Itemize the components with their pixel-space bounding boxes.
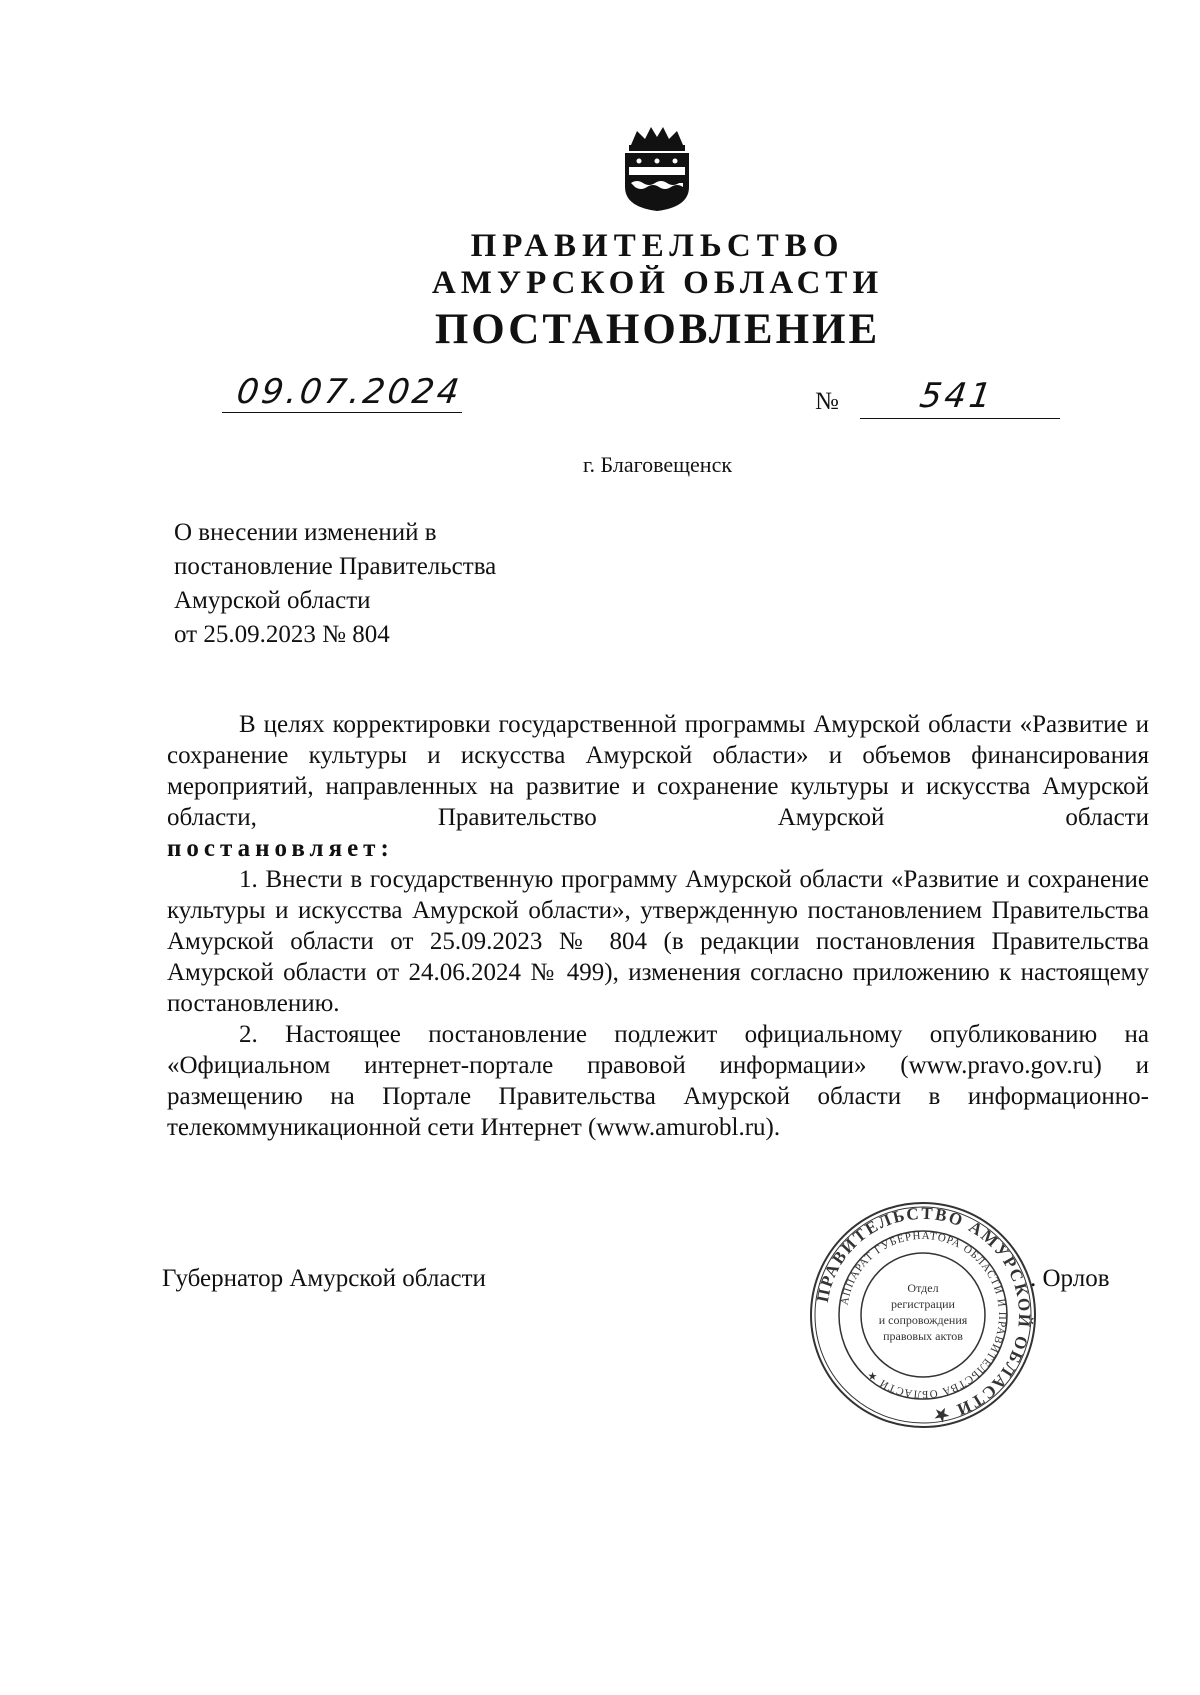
item-2-paragraph: 2. Настоящее постановление подлежит официальному опубликованию на «Официальном интернет-портале правовой информации» (www.pravo.gov.ru) и размещению на Портале Правительства Амурской области в информационно-телекоммуникационной сети Интернет (www.amurobl.ru). (167, 1021, 1149, 1141)
handwritten-number: 541 (917, 376, 997, 416)
svg-text:АППАРАТ ГУБЕРНАТОРА ОБЛАСТИ И: АППАРАТ ГУБЕРНАТОРА ОБЛАСТИ И ПРАВИТЕЛЬСТВА ОБЛАСТИ ★ (838, 1229, 1009, 1401)
svg-text:Отдел: Отдел (907, 1281, 939, 1295)
city-label: г. Благовещенск (582, 452, 733, 477)
signer-name: . Орлов (1030, 1265, 1110, 1292)
item-1-paragraph: 1. Внести в государственную программу Амурской области «Развитие и сохранение культуры и искусства Амурской области», утвержденную постановлением Правительства Амурской области от 25.09.2023 № 804 (в редакции постановления Правительства Амурской области от 24.06.2024 № 499), изменения согласно приложению к настоящему постановлению. (167, 866, 1149, 1017)
svg-text:регистрации: регистрации (891, 1297, 955, 1311)
preamble-paragraph: В целях корректировки государственной программы Амурской области «Развитие и сохранение культуры и искусства Амурской области» и объемов финансирования мероприятий, направленных на развитие и сохранение культуры и искусства Амурской области, Правительство Амурской области (167, 711, 1149, 831)
svg-text:правовых актов: правовых актов (883, 1329, 963, 1343)
subject-line: от 25.09.2023 № 804 (174, 621, 390, 648)
subject-line: постановление Правительства (174, 553, 497, 580)
number-underline (860, 418, 1060, 419)
document-type-title: ПОСТАНОВЛЕНИЕ (434, 306, 881, 353)
official-seal-stamp (808, 1200, 1038, 1430)
handwritten-date: 09.07.2024 (234, 372, 465, 412)
subject-line: Амурской области (174, 587, 371, 614)
document-subject (174, 516, 496, 652)
signer-position: Губернатор Амурской области (162, 1265, 486, 1292)
date-underline (222, 412, 462, 413)
subject-line: О внесении изменений в (174, 519, 437, 546)
svg-text:ПРАВИТЕЛЬСТВО АМУРСКОЙ ОБЛАСТИ: ПРАВИТЕЛЬСТВО АМУРСКОЙ ОБЛАСТИ ★ (812, 1203, 1035, 1426)
svg-text:и сопровождения: и сопровождения (878, 1313, 968, 1327)
amur-region-coat-of-arms-icon (617, 123, 697, 213)
document-body (167, 709, 1149, 1143)
decree-word: постановляет: (167, 835, 394, 862)
organization-name-line2: АМУРСКОЙ ОБЛАСТИ (431, 265, 884, 301)
organization-name-line1: ПРАВИТЕЛЬСТВО (470, 228, 845, 264)
number-sign: № (815, 388, 839, 415)
